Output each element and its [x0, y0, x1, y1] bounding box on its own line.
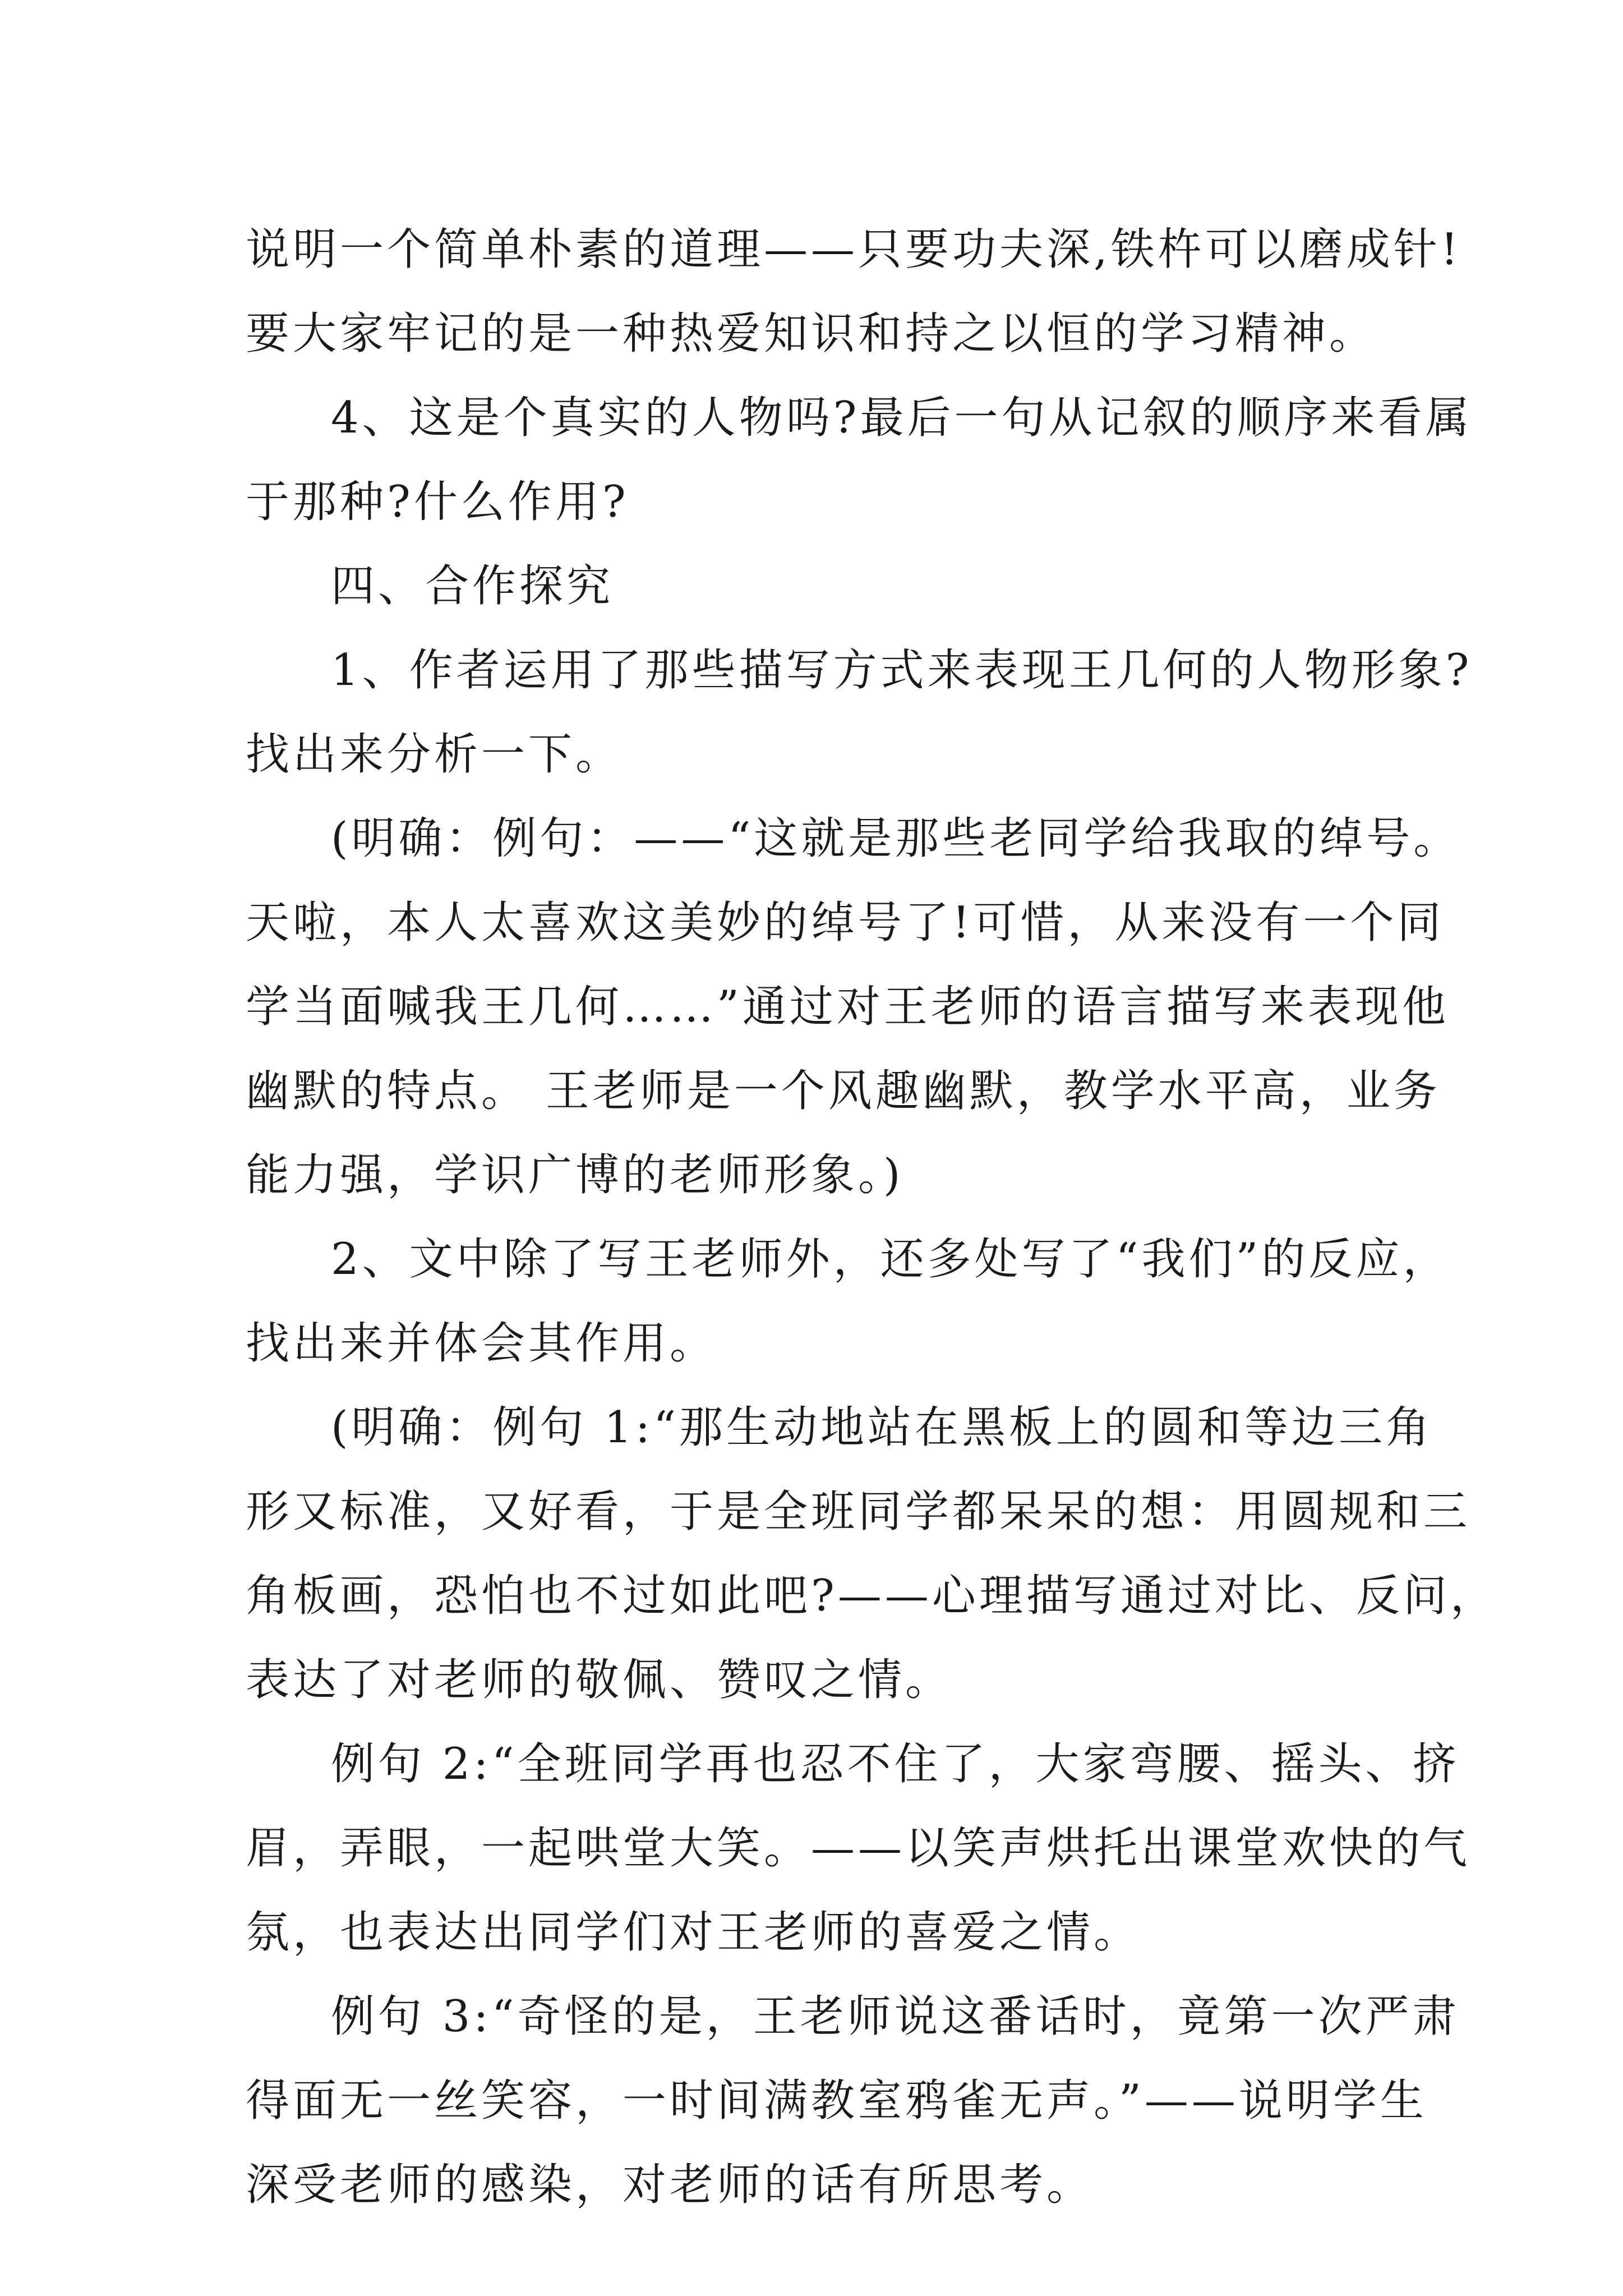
answer-1-line: (明确：例句：——“这就是那些老同学给我取的绰号。 [331, 813, 1461, 864]
text-line: 学当面喊我王几何……”通过对王老师的语言描写来表现他 [246, 982, 1449, 1032]
example-3-line: 例句 3:“奇怪的是，王老师说这番话时，竟第一次严肃 [331, 1991, 1460, 2042]
text-line: 得面无一丝笑容，一时间满教室鸦雀无声。”——说明学生 [246, 2076, 1427, 2126]
text-line: 形又标准，又好看，于是全班同学都呆呆的想：用圆规和三 [246, 1487, 1471, 1537]
text-line: 能力强，学识广博的老师形象。) [246, 1150, 904, 1200]
text-line: 氛，也表达出同学们对王老师的喜爱之情。 [246, 1907, 1141, 1958]
question-4-line: 4、这是个真实的人物吗?最后一句从记叙的顺序来看属 [331, 393, 1473, 443]
text-line: 表达了对老师的敬佩、赞叹之情。 [246, 1655, 953, 1705]
text-line: 要大家牢记的是一种热爱知识和持之以恒的学习精神。 [246, 309, 1377, 359]
text-line: 找出来并体会其作用。 [246, 1318, 717, 1369]
document-body [246, 208, 1497, 2227]
question-1-line: 1、作者运用了那些描写方式来表现王几何的人物形象? [331, 645, 1473, 696]
text-line: 找出来分析一下。 [246, 729, 623, 780]
section-heading: 四、合作探究 [331, 561, 614, 611]
text-line: 天啦，本人太喜欢这美妙的绰号了!可惜，从来没有一个同 [246, 898, 1445, 948]
text-line: 幽默的特点。 王老师是一个风趣幽默，教学水平高，业务 [246, 1066, 1441, 1116]
text-line: 于那种?什么作用? [246, 477, 629, 527]
text-line: 深受老师的感染，对老师的话有所思考。 [246, 2160, 1094, 2210]
answer-2-line: (明确：例句 1:“那生动地站在黑板上的圆和等边三角 [331, 1402, 1433, 1453]
text-line: 说明一个简单朴素的道理——只要功夫深,铁杵可以磨成针! [246, 224, 1462, 275]
text-line: 眉，弄眼，一起哄堂大笑。——以笑声烘托出课堂欢快的气 [246, 1823, 1471, 1874]
question-2-line: 2、文中除了写王老师外，还多处写了“我们”的反应， [331, 1234, 1450, 1285]
text-line: 角板画，恐怕也不过如此吧?——心理描写通过对比、反问， [246, 1571, 1497, 1621]
example-2-line: 例句 2:“全班同学再也忍不住了，大家弯腰、摇头、挤 [331, 1739, 1460, 1789]
